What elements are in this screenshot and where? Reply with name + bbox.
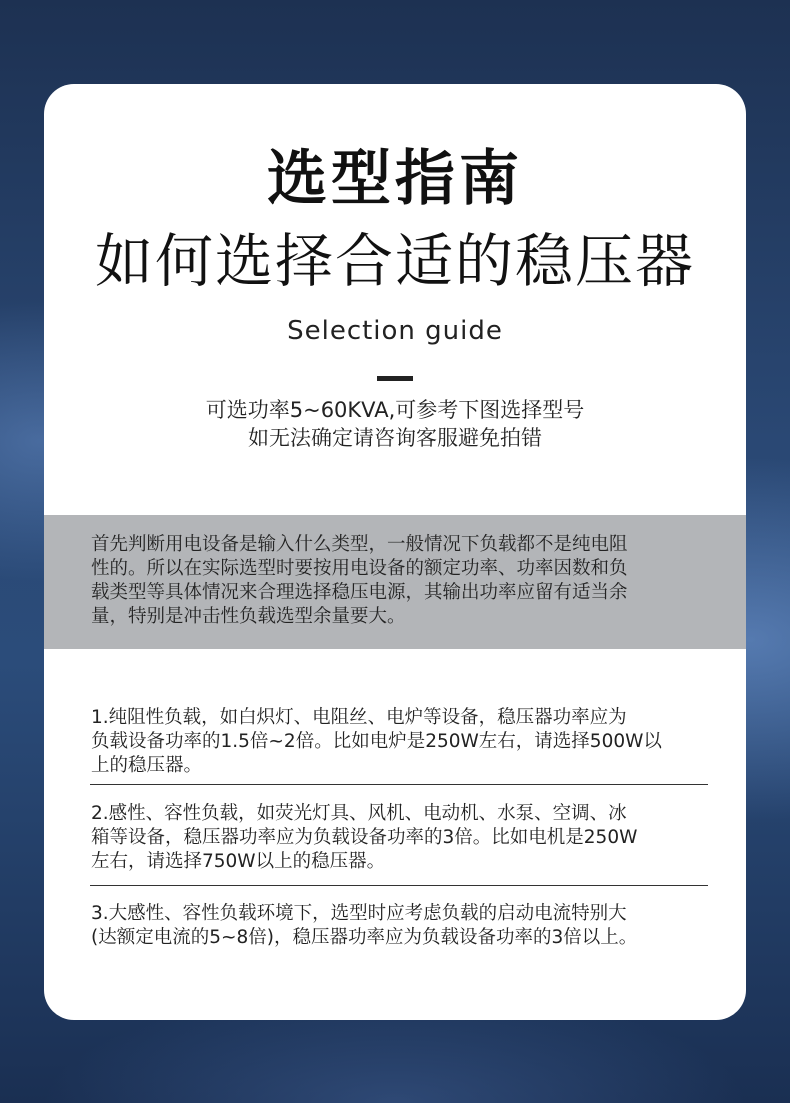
- guide-item-resistive: 1.纯阻性负载，如白炽灯、电阻丝、电炉等设备，稳压器功率应为 负载设备功率的1.5倍~2倍。比如电炉是250W左右，请选择500W以 上的稳压器。: [91, 707, 662, 776]
- intro-line: 如无法确定请咨询客服避免拍错: [248, 426, 542, 450]
- summary-band: [44, 515, 746, 649]
- guide-item-inductive: 2.感性、容性负载，如荧光灯具、风机、电动机、水泵、空调、冰 箱等设备，稳压器功率应为负载设备功率的3倍。比如电机是250W 左右，请选择750W以上的稳压器。: [91, 803, 638, 872]
- guide-item-high-inductive: 3.大感性、容性负载环境下，选型时应考虑负载的启动电流特别大 (达额定电流的5~8倍)，稳压器功率应为负载设备功率的3倍以上。: [91, 903, 638, 948]
- page-title: 选型指南: [267, 144, 523, 214]
- page-subtitle: 如何选择合适的稳压器: [94, 227, 695, 295]
- selection-guide-card: [44, 84, 746, 1020]
- intro-text: [44, 396, 746, 452]
- intro-line: 可选功率5~60KVA,可参考下图选择型号: [205, 398, 585, 422]
- summary-text: 首先判断用电设备是输入什么类型，一般情况下负载都不是纯电阻 性的。所以在实际选型时要按用电设备的额定功率、功率因数和负 载类型等具体情况来合理选择稳压电源，其输出功率应留有适当余 量，特别是冲击性负载选型余量要大。: [91, 534, 628, 627]
- english-title: Selection guide: [287, 316, 503, 346]
- item-divider: [90, 885, 708, 886]
- title-divider: [377, 376, 413, 381]
- item-divider: [90, 784, 708, 785]
